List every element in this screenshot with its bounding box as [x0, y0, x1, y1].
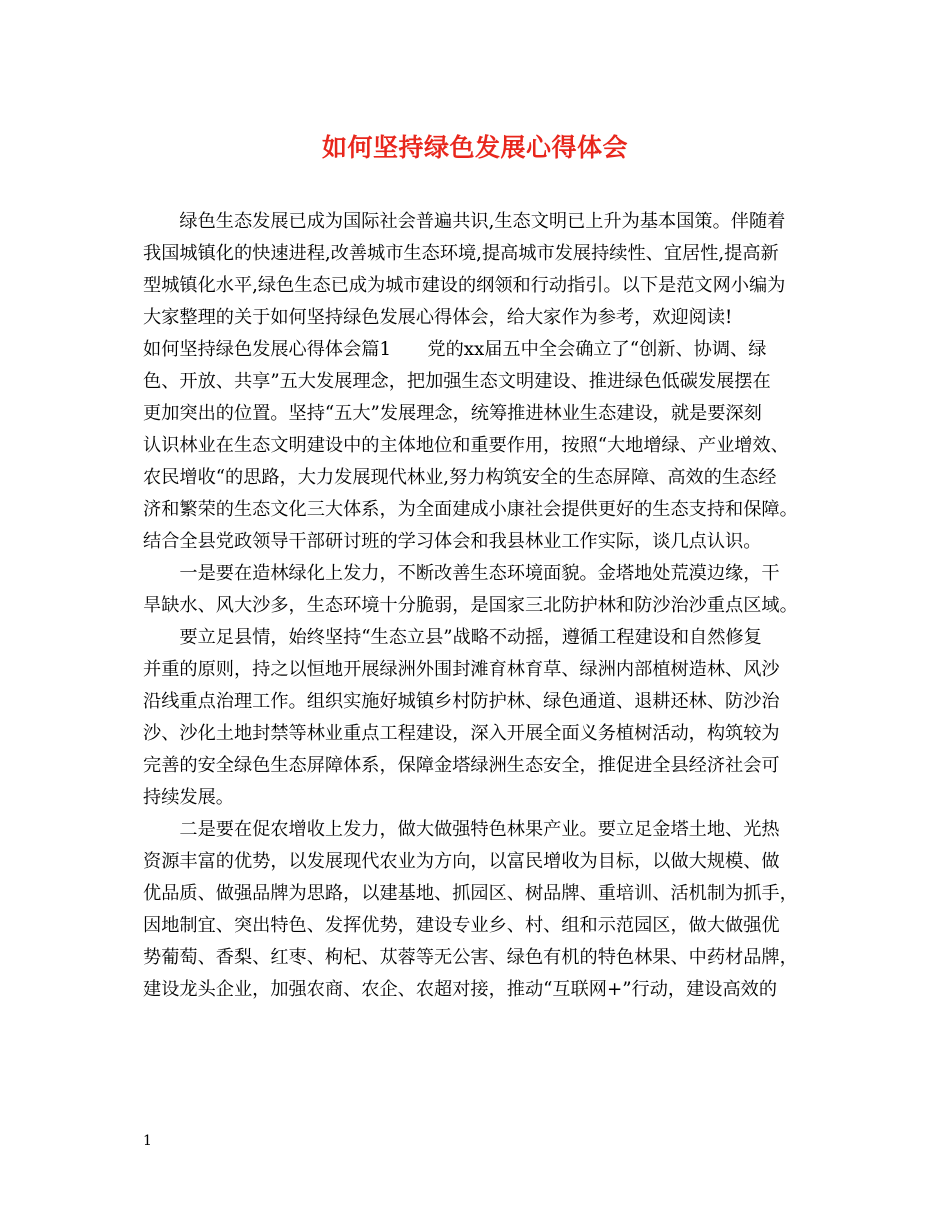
body-line: 认识林业在生态文明建设中的主体地位和重要作用，按照“大地增绿、产业增效、	[143, 435, 789, 456]
body-line: 资源丰富的优势，以发展现代农业为方向，以富民增收为目标，以做大规模、做	[143, 851, 780, 872]
body-line: 旱缺水、风大沙多，生态环境十分脆弱，是国家三北防护林和防沙治沙重点区域。	[143, 595, 798, 616]
body-line: 持续发展。	[143, 787, 234, 808]
body-line: 济和繁荣的生态文化三大体系，为全面建成小康社会提供更好的生态支持和保障。	[143, 499, 798, 520]
body-line: 色、开放、共享”五大发展理念，把加强生态文明建设、推进绿色低碳发展摆在	[143, 371, 771, 392]
body-line: 更加突出的位置。坚持“五大”发展理念，统筹推进林业生态建设，就是要深刻	[143, 403, 762, 424]
page-number: 1	[143, 1133, 152, 1149]
body-line: 一是要在造林绿化上发力，不断改善生态环境面貌。金塔地处荒漠边缘，干	[143, 563, 780, 584]
body-line: 势葡萄、香梨、红枣、枸杞、苁蓉等无公害、绿色有机的特色林果、中药材品牌，	[143, 947, 798, 968]
body-line: 绿色生态发展已成为国际社会普遍共识,生态文明已上升为基本国策。伴随着	[143, 211, 786, 232]
body-line: 优品质、做强品牌为思路，以建基地、抓园区、树品牌、重培训、活机制为抓手，	[143, 883, 798, 904]
body-line: 建设龙头企业，加强农商、农企、农超对接，推动“互联网+”行动，建设高效的	[143, 979, 778, 1000]
body-line: 并重的原则，持之以恒地开展绿洲外围封滩育林育草、绿洲内部植树造林、风沙	[143, 659, 780, 680]
body-line: 沿线重点治理工作。组织实施好城镇乡村防护林、绿色通道、退耕还林、防沙治	[143, 691, 780, 712]
body-line: 二是要在促农增收上发力，做大做强特色林果产业。要立足金塔土地、光热	[143, 819, 780, 840]
body-line: 如何坚持绿色发展心得体会篇1 党的xx届五中全会确立了“创新、协调、绿	[143, 339, 767, 360]
body-line: 大家整理的关于如何坚持绿色发展心得体会，给大家作为参考，欢迎阅读!	[143, 307, 733, 328]
body-line: 完善的安全绿色生态屏障体系，保障金塔绿洲生态安全，推促进全县经济社会可	[143, 755, 780, 776]
body-line: 农民增收“的思路，大力发展现代林业,努力构筑安全的生态屏障、高效的生态经	[143, 467, 777, 488]
body-line: 因地制宜、突出特色、发挥优势，建设专业乡、村、组和示范园区，做大做强优	[143, 915, 780, 936]
body-line: 结合全县党政领导干部研讨班的学习体会和我县林业工作实际，谈几点认识。	[143, 531, 762, 552]
body-line: 我国城镇化的快速进程,改善城市生态环境,提高城市发展持续性、宜居性,提高新	[143, 243, 779, 264]
body-line: 要立足县情，始终坚持“生态立县”战略不动摇，遵循工程建设和自然修复	[143, 627, 762, 648]
document-title: 如何坚持绿色发展心得体会	[321, 133, 628, 162]
body-line: 型城镇化水平,绿色生态已成为城市建设的纲领和行动指引。以下是范文网小编为	[143, 275, 786, 296]
body-line: 沙、沙化土地封禁等林业重点工程建设，深入开展全面义务植树活动，构筑较为	[143, 723, 780, 744]
document-body	[143, 206, 805, 1006]
